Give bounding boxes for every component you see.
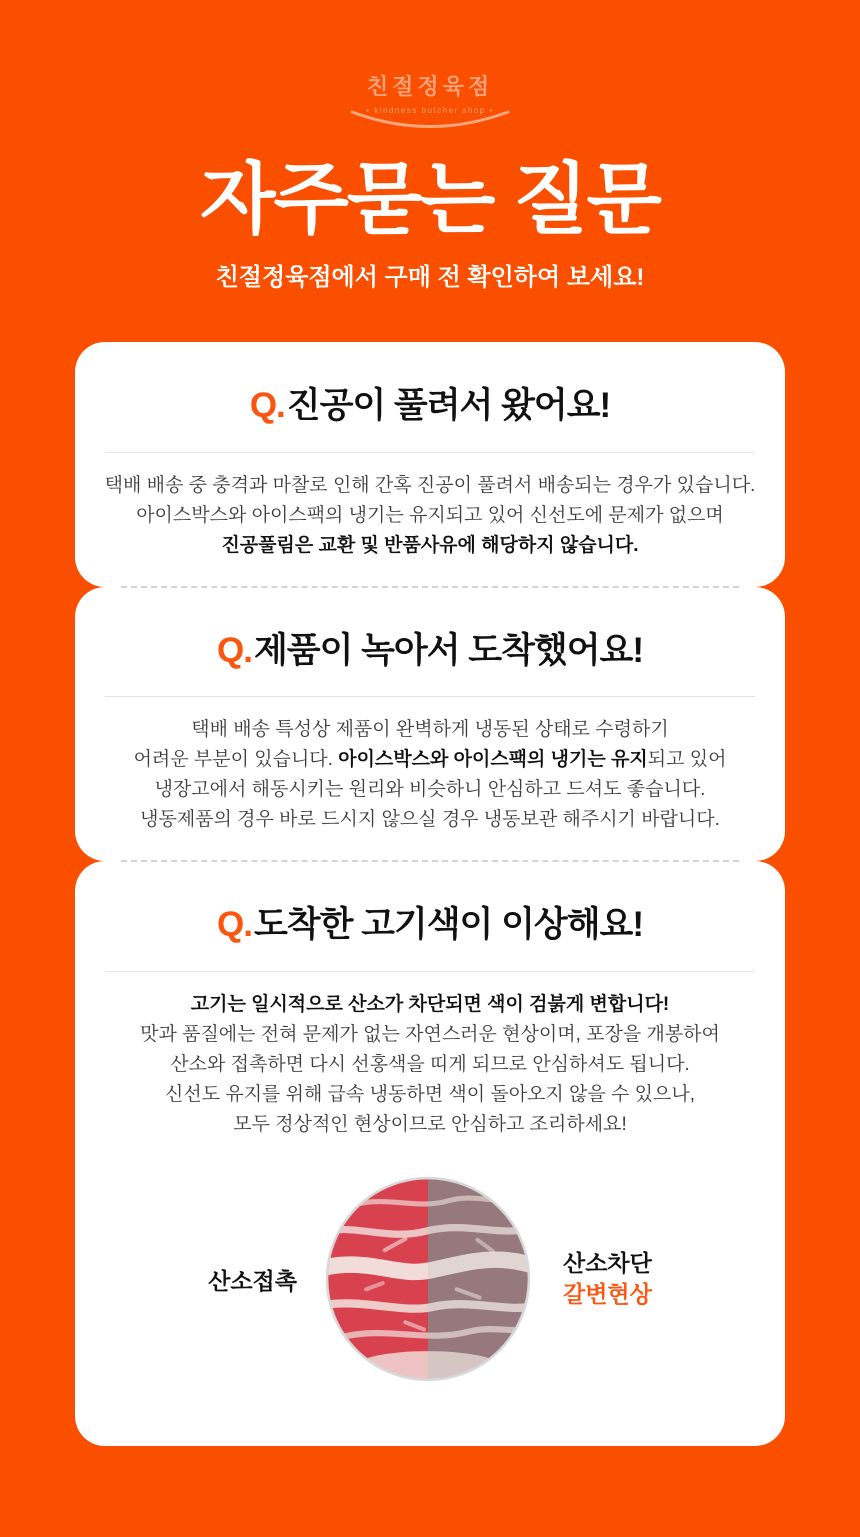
logo-subtext: • kindness butcher shop • (366, 106, 494, 115)
answer-line: 산소와 접촉하면 다시 선홍색을 띠게 되므로 안심하셔도 됩니다. (170, 1054, 690, 1076)
answer-line: 모두 정상적인 현상이므로 안심하고 조리하세요! (233, 1114, 627, 1136)
browned-meat-half (428, 1176, 531, 1382)
header (0, 70, 860, 292)
faq-question (103, 384, 757, 428)
answer-line: 냉동제품의 경우 바로 드시지 않으실 경우 냉동보관 해주시기 바랍니다. (140, 809, 720, 831)
page-title: 자주묻는 질문 (200, 155, 660, 243)
answer-line: 어려운 부분이 있습니다. 아이스박스와 아이스팩의 냉기는 유지되고 있어 (133, 749, 727, 771)
meat-color-figure (103, 1176, 757, 1420)
oxygen-blocked-labels (563, 1248, 652, 1310)
question-divider (105, 971, 755, 972)
faq-card (75, 587, 785, 862)
answer-line: 고기는 일시적으로 산소가 차단되면 색이 검붉게 변합니다! (190, 994, 670, 1016)
answer-line: 아이스박스와 아이스팩의 냉기는 유지되고 있어 신선도에 문제가 없으며 (136, 504, 724, 526)
answer-line: 맛과 품질에는 전혀 문제가 없는 자연스러운 현상이며, 포장을 개봉하여 (140, 1024, 720, 1046)
logo (0, 70, 860, 137)
faq-answer (103, 990, 757, 1140)
card-separator-dashed (121, 586, 739, 588)
faq-question (103, 903, 757, 947)
answer-line: 냉장고에서 해동시키는 원리와 비슷하니 안심하고 드셔도 좋습니다. (154, 779, 706, 801)
faq-answer (103, 715, 757, 835)
q-prefix: Q. (249, 385, 285, 425)
page-subtitle: 친절정육점에서 구매 전 확인하여 보세요! (215, 263, 645, 291)
meat-comparison-image (325, 1176, 531, 1382)
oxygen-contact-label: 산소접촉 (208, 1267, 297, 1294)
q-text: 제품이 녹아서 도착했어요! (253, 630, 643, 670)
card-separator-dashed (121, 860, 739, 862)
oxygen-blocked-label: 산소차단 (563, 1250, 652, 1277)
question-divider (105, 452, 755, 453)
logo-text: 친절정육점 (366, 74, 494, 99)
faq-answer (103, 471, 757, 561)
faq-cards (75, 342, 785, 1446)
q-text: 진공이 풀려서 왔어요! (286, 385, 611, 425)
browning-label: 갈변현상 (563, 1281, 652, 1308)
q-prefix: Q. (217, 905, 252, 945)
faq-card (75, 861, 785, 1446)
answer-line: 신선도 유지를 위해 급속 냉동하면 색이 돌아오지 않을 수 있으나, (165, 1084, 695, 1106)
answer-line: 진공풀림은 교환 및 반품사유에 해당하지 않습니다. (221, 534, 639, 556)
question-divider (105, 696, 755, 697)
faq-question (103, 629, 757, 673)
faq-card (75, 342, 785, 587)
answer-line: 택배 배송 특성상 제품이 완벽하게 냉동된 상태로 수령하기 (191, 719, 669, 741)
q-prefix: Q. (217, 630, 252, 670)
q-text: 도착한 고기색이 이상해요! (253, 905, 643, 945)
answer-line: 택배 배송 중 충격과 마찰로 인해 간혹 진공이 풀려서 배송되는 경우가 있습니다. (104, 474, 756, 496)
